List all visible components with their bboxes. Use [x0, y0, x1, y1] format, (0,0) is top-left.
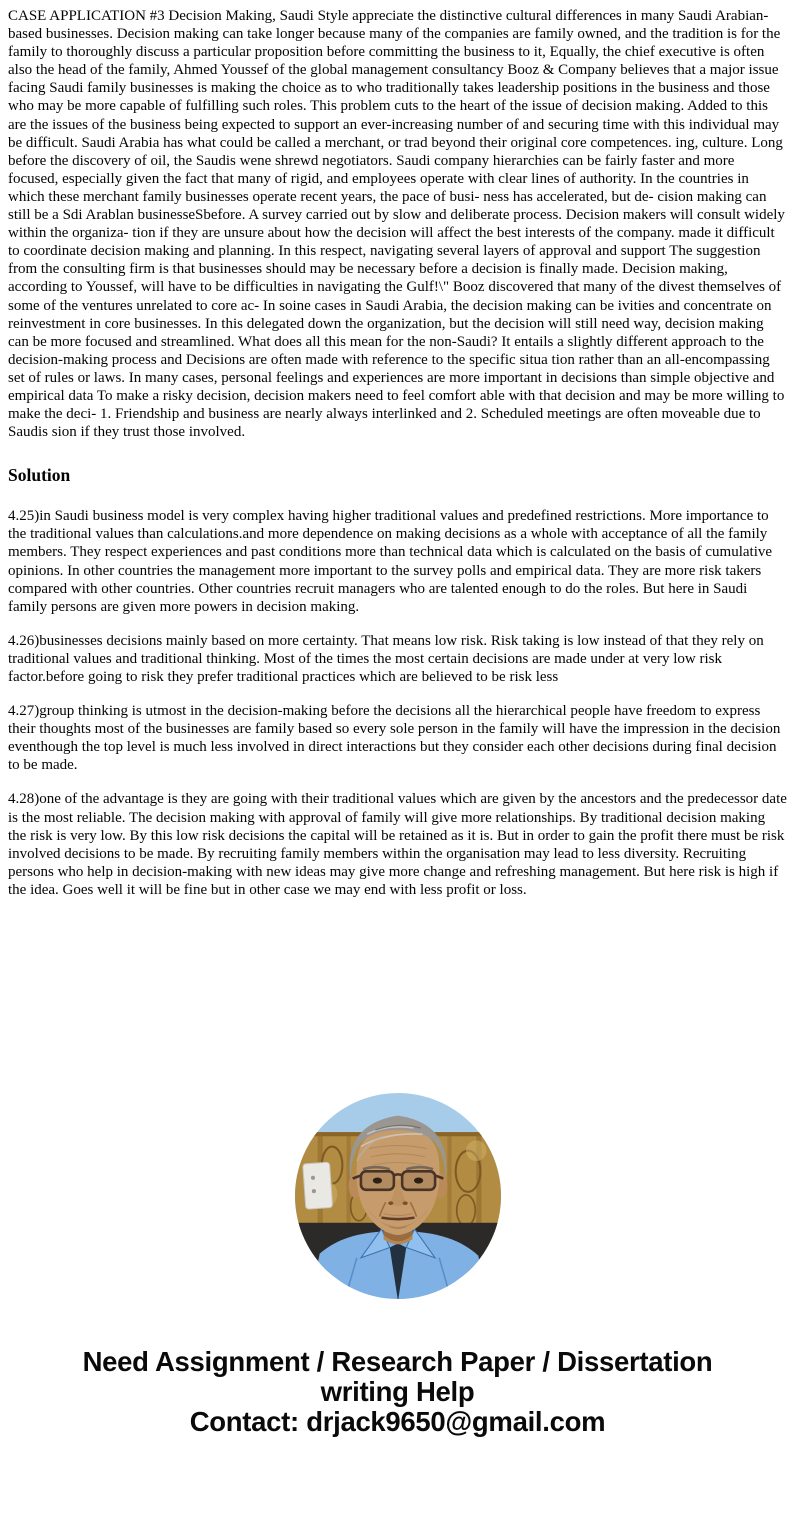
solution-paragraph-426: 4.26)businesses decisions mainly based on more certainty. That means low risk. Risk taking is low instead of that they rely on traditional values and traditional thinking. Most of the times the most certain decisions are made under at very low risk factor.before going to risk they prefer traditional practices which are believed to be risk less: [8, 632, 764, 685]
footer-heading-line2: writing Help: [320, 1376, 475, 1408]
solution-paragraph-425: 4.25)in Saudi business model is very complex having higher traditional values and predefined restrictions. More importance to the traditional values than calculations.and more dependence on making decisions as a whole with acceptance of all the family members. They respect experiences and past conditions more than technical data which is calculated on the basis of cumulative opinions. In other countries the management more important to the survey polls and empirical data. They are more risk takers compared with other countries. Other countries recruit managers who are talented enough to do the roles. But here in Saudi family persons are given more powers in decision making.: [8, 508, 773, 615]
solution-heading: Solution: [8, 465, 71, 486]
portrait-photo-container: [8, 1093, 787, 1299]
case-study-text: CASE APPLICATION #3 Decision Making, Saudi Style appreciate the distinctive cultural differences in many Saudi Arabian-based businesses. Decision making can take longer because many of the companies are family owned, and the tradition is for the family to thoroughly discuss a particular proposition before committing the business to it, Equally, the chief executive is often also the head of the family, Ahmed Youssef of the global management consultancy Booz & Company believes that a major issue facing Saudi family businesses is making the choice as to who traditionally takes leadership positions in the business and those who may be more capable of fulfilling such roles. This problem cuts to the heart of the issue of decision making. Added to this are the issues of the business being expected to support an ever-increasing number of and securing time with this individual may be difficult. Saudi Arabia has what could be called a merchant, or trad beyond their original core competences. ing, culture. Long before the discovery of oil, the Saudis wene shrewd negotiators. Saudi company hierarchies can be fairly faster and more focused, especially given the fact that many of rigid, and employees operate with clear lines of authority. In the countries in which these merchant family businesses operate recent years, the pace of busi- ness has accelerated, but de- cision making can still be a Sdi Arablan businesseSbefore. A survey carried out by slow and deliberate process. Decision makers will consult widely within the organiza- tion if they are unsure about how the decision will affect the best interests of the company. made it difficult to coordinate decision making and planning. In this respect, navigating several layers of approval and support The suggestion from the consulting firm is that businesses should may be necessary before a decision is finally made. Decision making, according to Youssef, will have to be difficulties in navigating the Gulf!\" Booz discovered that many of the divest themselves of some of the ventures unrelated to core ac- In soine cases in Saudi Arabia, the decision making can be ivities and concentrate on reinvestment in core businesses. In this delegated down the organization, but the decision will still need way, decision making can be more focused and streamlined. What does all this mean for the non-Saudi? It entails a slightly different approach to the decision-making process and Decisions are often made with reference to the specific situa tion rather than an all-encompassing set of rules or laws. In many cases, personal feelings and experiences are more important in decisions than simple objective and empirical data To make a risky decision, decision makers need to feel comfort able with that decision and may be more willing to make the deci- 1. Friendship and business are nearly always interlinked and 2. Scheduled meetings are often moveable due to Saudis sion if they trust those involved.: [8, 8, 785, 441]
footer: [8, 1347, 787, 1466]
footer-heading-line1: Need Assignment / Research Paper / Dissertation: [82, 1346, 713, 1378]
contact-email-line: Contact: drjack9650@gmail.com: [189, 1406, 606, 1438]
portrait-photo: [295, 1093, 501, 1299]
solution-paragraph-427: 4.27)group thinking is utmost in the decision-making before the decisions all the hierarchical people have freedom to express their thoughts most of the businesses are family based so every sole person in the family will have the impression in the decision eventhough the top level is much less involved in direct interactions but they consider each other decisions during final decision to be made.: [8, 703, 781, 774]
photo-switch-plate: [302, 1162, 332, 1209]
solution-paragraph-428: 4.28)one of the advantage is they are going with their traditional values which are given by the ancestors and the predecessor date is the most reliable. The decision making with approval of family will give more relationships. By traditional decision making the risk is very low. By this low risk decisions the capital will be retained as it is. But in order to gain the profit there must be risk involved decisions to be made. By recruiting family members within the organisation may lead to less diversity. Recruiting persons who help in decision-making with new ideas may give more change and refreshing management. But here risk is high if the idea. Goes well it will be fine but in other case we may end with less profit or loss.: [8, 791, 787, 898]
